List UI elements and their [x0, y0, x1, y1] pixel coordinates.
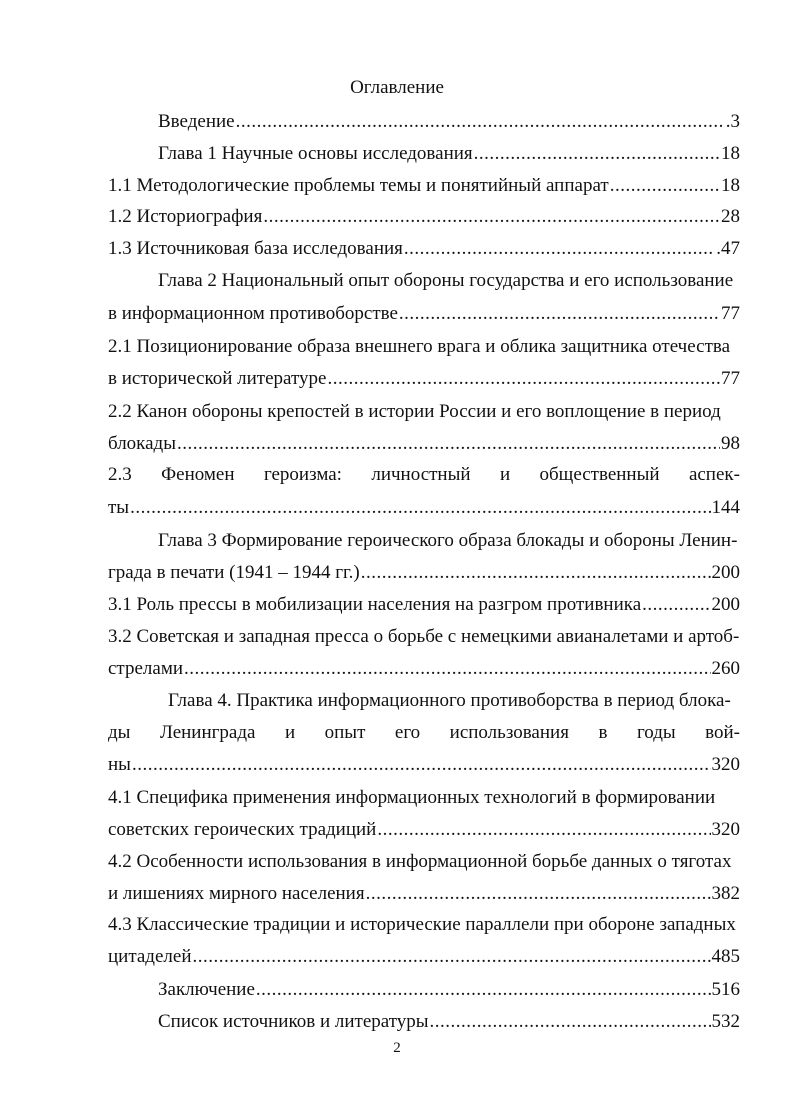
- toc-leader: [184, 657, 710, 681]
- toc-entry-text: в исторической литературе: [108, 368, 327, 389]
- toc-word: личностный: [371, 464, 471, 485]
- toc-entry-section-2-3-line-1: [108, 463, 740, 487]
- toc-entry-sources: [158, 1010, 740, 1034]
- toc-entry-section-1-1: [108, 174, 740, 198]
- toc-entry-text: 1.1 Методологические проблемы темы и понятийный аппарат: [108, 175, 609, 196]
- toc-page-number: 320: [711, 819, 740, 840]
- toc-page-number: .3: [725, 111, 740, 132]
- toc-page-number: 532: [711, 1011, 740, 1032]
- toc-entry-chapter-2: [108, 302, 740, 326]
- toc-entry-text: 1.3 Источниковая база исследования: [108, 238, 403, 259]
- toc-leader: [430, 1010, 711, 1034]
- toc-entry-chapter-4-line-1: Глава 4. Практика информационного противоборства в период блока-: [168, 690, 731, 711]
- toc-entry-section-1-2: [108, 205, 740, 229]
- toc-leader: [132, 753, 711, 777]
- toc-page-number: 98: [721, 433, 740, 454]
- toc-entry-section-2-3: [108, 496, 740, 520]
- toc-word: героизма:: [263, 464, 342, 485]
- toc-entry-text: и лишениях мирного населения: [108, 883, 365, 904]
- toc-leader: [361, 561, 711, 585]
- toc-entry-chapter-1: [158, 142, 740, 166]
- toc-page-number: 382: [711, 883, 740, 904]
- toc-page-number: 77: [721, 303, 740, 324]
- toc-entry-section-3-2: [108, 657, 740, 681]
- toc-page-number: 144: [711, 497, 740, 518]
- toc-entry-text: стрелами: [108, 658, 184, 679]
- toc-leader: [377, 818, 710, 842]
- toc-entry-section-3-1: [108, 593, 740, 617]
- toc-entry-text: Заключение: [158, 979, 255, 1000]
- toc-entry-text: советских героических традиций: [108, 819, 377, 840]
- toc-entry-text: в информационном противоборстве: [108, 303, 398, 324]
- toc-leader: [474, 142, 720, 166]
- toc-entry-text: града в печати (1941 – 1944 гг.): [108, 562, 360, 583]
- toc-page-number: 28: [721, 206, 740, 227]
- toc-entry-chapter-3: [108, 561, 740, 585]
- toc-word: опыт: [324, 722, 366, 743]
- toc-word: вой-: [705, 722, 740, 743]
- toc-leader: [399, 302, 720, 326]
- toc-entry-section-1-3: [108, 237, 740, 261]
- toc-entry-chapter-3-line-1: Глава 3 Формирование героического образа блокады и обороны Ленин-: [158, 530, 738, 551]
- toc-leader: [327, 367, 720, 391]
- toc-word: Ленинграда: [159, 722, 256, 743]
- toc-entry-section-2-2-line-1: 2.2 Канон обороны крепостей в истории России и его воплощение в период: [108, 401, 721, 422]
- toc-entry-chapter-4: [108, 753, 740, 777]
- toc-word: и: [499, 464, 511, 485]
- toc-page-number: 18: [721, 175, 740, 196]
- toc-entry-intro: [158, 110, 740, 134]
- toc-entry-section-2-1: [108, 367, 740, 391]
- toc-entry-section-4-3-line-1: 4.3 Классические традиции и исторические параллели при обороне западных: [108, 914, 736, 935]
- toc-word: использования: [449, 722, 569, 743]
- toc-entry-text: блокады: [108, 433, 176, 454]
- toc-leader: [610, 174, 720, 198]
- toc-word: аспек-: [688, 464, 740, 485]
- toc-entry-section-4-1-line-1: 4.1 Специфика применения информационных технологий в формировании: [108, 787, 716, 808]
- toc-entry-section-4-1: [108, 818, 740, 842]
- toc-leader: [263, 205, 720, 229]
- toc-page-number: 18: [721, 143, 740, 164]
- page-title: Оглавление: [350, 77, 444, 98]
- toc-entry-text: ны: [108, 754, 131, 775]
- toc-entry-section-4-2: [108, 882, 740, 906]
- toc-page-number: 200: [711, 562, 740, 583]
- toc-entry-chapter-4-line-2: [108, 721, 740, 745]
- toc-leader: [177, 432, 720, 456]
- toc-leader: [236, 110, 725, 134]
- toc-page-number: 77: [721, 368, 740, 389]
- toc-page-number: .47: [716, 238, 740, 259]
- toc-page-number: 260: [711, 658, 740, 679]
- toc-entry-section-4-2-line-1: 4.2 Особенности использования в информационной борьбе данных о тяготах: [108, 851, 732, 872]
- toc-leader: [193, 945, 711, 969]
- toc-entry-section-2-1-line-1: 2.1 Позиционирование образа внешнего врага и облика защитника отечества: [108, 336, 731, 357]
- toc-word: общественный: [539, 464, 660, 485]
- toc-page-number: 200: [711, 594, 740, 615]
- toc-entry-text: цитаделей: [108, 946, 192, 967]
- toc-entry-chapter-2-line-1: Глава 2 Национальный опыт обороны государства и его использование: [158, 270, 734, 291]
- toc-entry-section-4-3: [108, 945, 740, 969]
- toc-entry-section-2-2: [108, 432, 740, 456]
- toc-entry-conclusion: [158, 978, 740, 1002]
- toc-page-number: 516: [711, 979, 740, 1000]
- toc-entry-text: 1.2 Историография: [108, 206, 263, 227]
- toc-entry-text: ты: [108, 497, 130, 518]
- toc-entry-text: Глава 1 Научные основы исследования: [158, 143, 473, 164]
- toc-leader: [130, 496, 710, 520]
- toc-page-number: 485: [711, 946, 740, 967]
- toc-entry-text: Введение: [158, 111, 235, 132]
- toc-word: годы: [636, 722, 676, 743]
- toc-word: в: [598, 722, 608, 743]
- page-number: 2: [393, 1040, 401, 1056]
- toc-leader: [404, 237, 715, 261]
- toc-entry-text: 3.1 Роль прессы в мобилизации населения на разгром противника: [108, 594, 642, 615]
- toc-entry-text: Список источников и литературы: [158, 1011, 429, 1032]
- toc-word: Феномен: [161, 464, 235, 485]
- toc-word: и: [284, 722, 296, 743]
- toc-leader: [366, 882, 711, 906]
- toc-leader: [642, 593, 710, 617]
- toc-word: 2.3: [108, 464, 132, 485]
- toc-word: ды: [108, 722, 131, 743]
- toc-page-number: 320: [711, 754, 740, 775]
- toc-entry-section-3-2-line-1: 3.2 Советская и западная пресса о борьбе с немецкими авианалетами и артоб-: [108, 626, 740, 647]
- toc-leader: [256, 978, 711, 1002]
- toc-word: его: [394, 722, 421, 743]
